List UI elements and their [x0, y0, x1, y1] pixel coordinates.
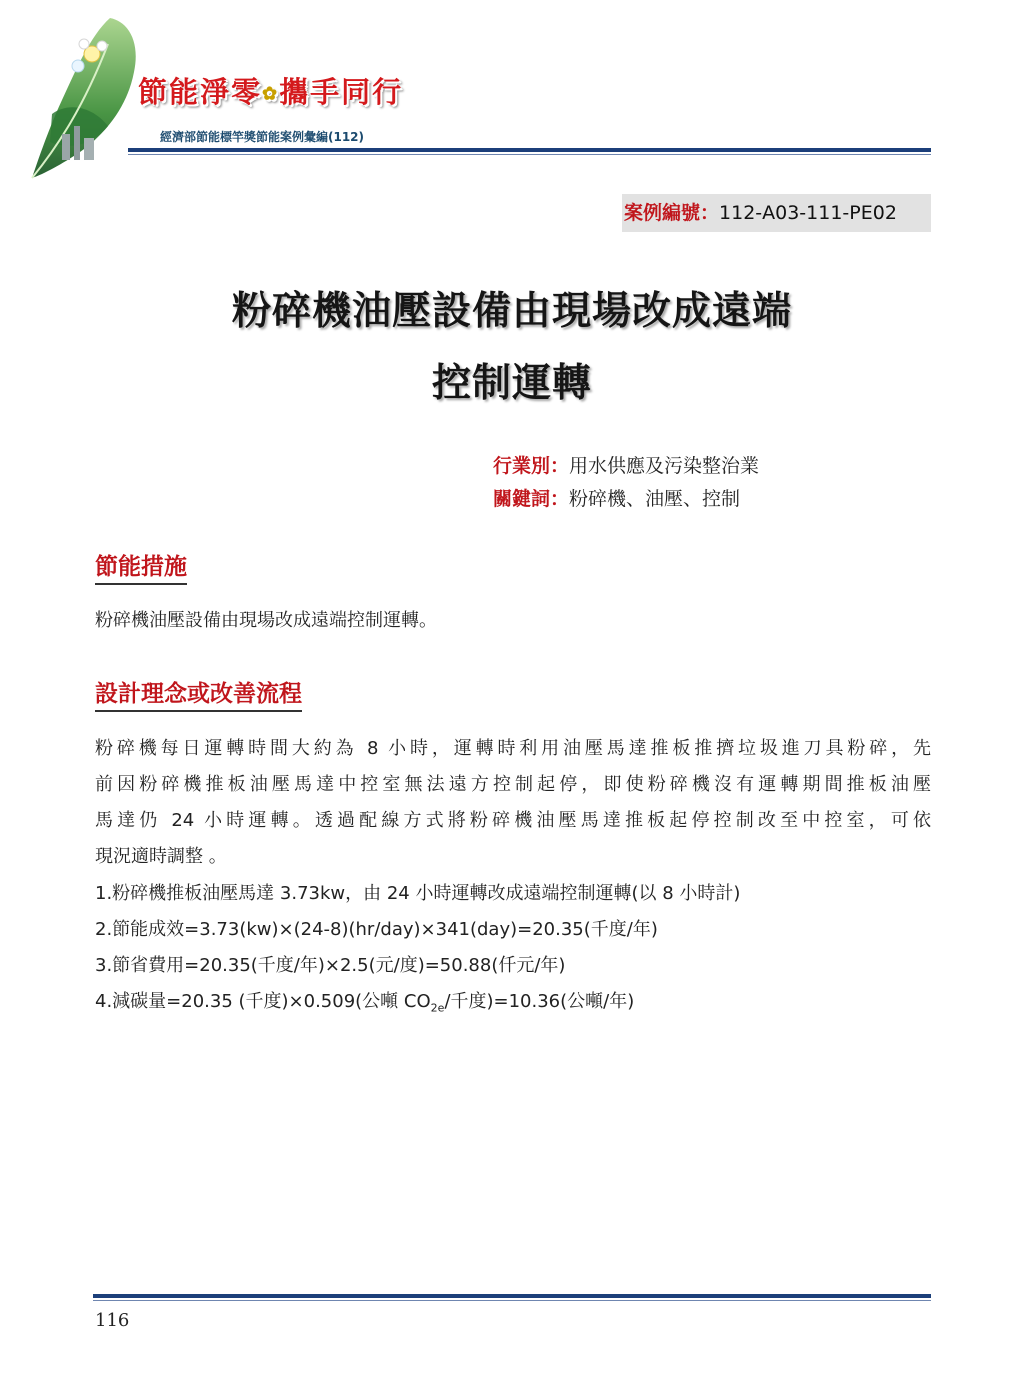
- list-item: 1.粉碎機推板油壓馬達 3.73kw，由 24 小時運轉改成遠端控制運轉(以 8 小時計): [95, 883, 741, 904]
- industry-label: 行業別：: [493, 455, 570, 477]
- list-item: [95, 984, 740, 1027]
- item4-suffix: /千度)=10.36(公噸/年): [444, 991, 635, 1012]
- header-rule-thin: [128, 154, 931, 155]
- flower-icon: ✿: [262, 83, 280, 105]
- brand-slogan: [138, 70, 403, 111]
- measures-body: 粉碎機油壓設備由現場改成遠端控制運轉。: [95, 610, 437, 631]
- list-item: 2.節能成效=3.73(kw)×(24-8)(hr/day)×341(day)=20.35(千度/年): [95, 919, 658, 940]
- case-number-value: 112-A03-111-PE02: [719, 202, 897, 224]
- section-heading-design: 設計理念或改善流程: [95, 675, 302, 712]
- paragraph-line: 馬達仍 24 小時運轉。透過配線方式將粉碎機油壓馬達推板起停控制改至中控室，可依: [95, 810, 931, 831]
- keywords-row: [493, 484, 740, 511]
- paragraph-line: 前因粉碎機推板油壓馬達中控室無法遠方控制起停，即使粉碎機沒有運轉期間推板油壓: [95, 774, 931, 795]
- item4-prefix: 4.減碳量=20.35 (千度)×0.509(公噸 CO: [95, 991, 431, 1012]
- footer-rule-thin: [93, 1300, 931, 1301]
- list-item: 3.節省費用=20.35(千度/年)×2.5(元/度)=50.88(仟元/年): [95, 955, 566, 976]
- case-number-label: 案例編號：: [624, 202, 720, 224]
- footer-rule: [93, 1294, 931, 1298]
- paragraph-line: 現況適時調整 。: [95, 846, 227, 867]
- page-title-line2: 控制運轉: [431, 361, 592, 406]
- calculation-list: [95, 876, 740, 1027]
- page-number: 116: [95, 1310, 130, 1331]
- brand-slogan-part1: 節能淨零: [138, 75, 263, 109]
- case-number-box: [622, 194, 931, 232]
- paragraph-line: 粉碎機每日運轉時間大約為 8 小時，運轉時利用油壓馬達推板推擠垃圾進刀具粉碎，先: [95, 738, 931, 759]
- header-rule: [128, 148, 931, 152]
- header-subtitle: 經濟部節能標竿獎節能案例彙編(112): [160, 130, 365, 144]
- industry-value: 用水供應及污染整治業: [569, 455, 760, 477]
- section-heading-measures: 節能措施: [95, 548, 187, 585]
- keywords-value: 粉碎機、油壓、控制: [569, 488, 741, 510]
- industry-row: [493, 451, 759, 478]
- keywords-label: 關鍵詞：: [493, 488, 570, 510]
- page-title-line1: 粉碎機油壓設備由現場改成遠端: [231, 289, 792, 334]
- brand-slogan-part2: 攜手同行: [279, 75, 404, 109]
- design-paragraph: [95, 731, 931, 875]
- item4-subscript: 2e: [430, 1001, 445, 1015]
